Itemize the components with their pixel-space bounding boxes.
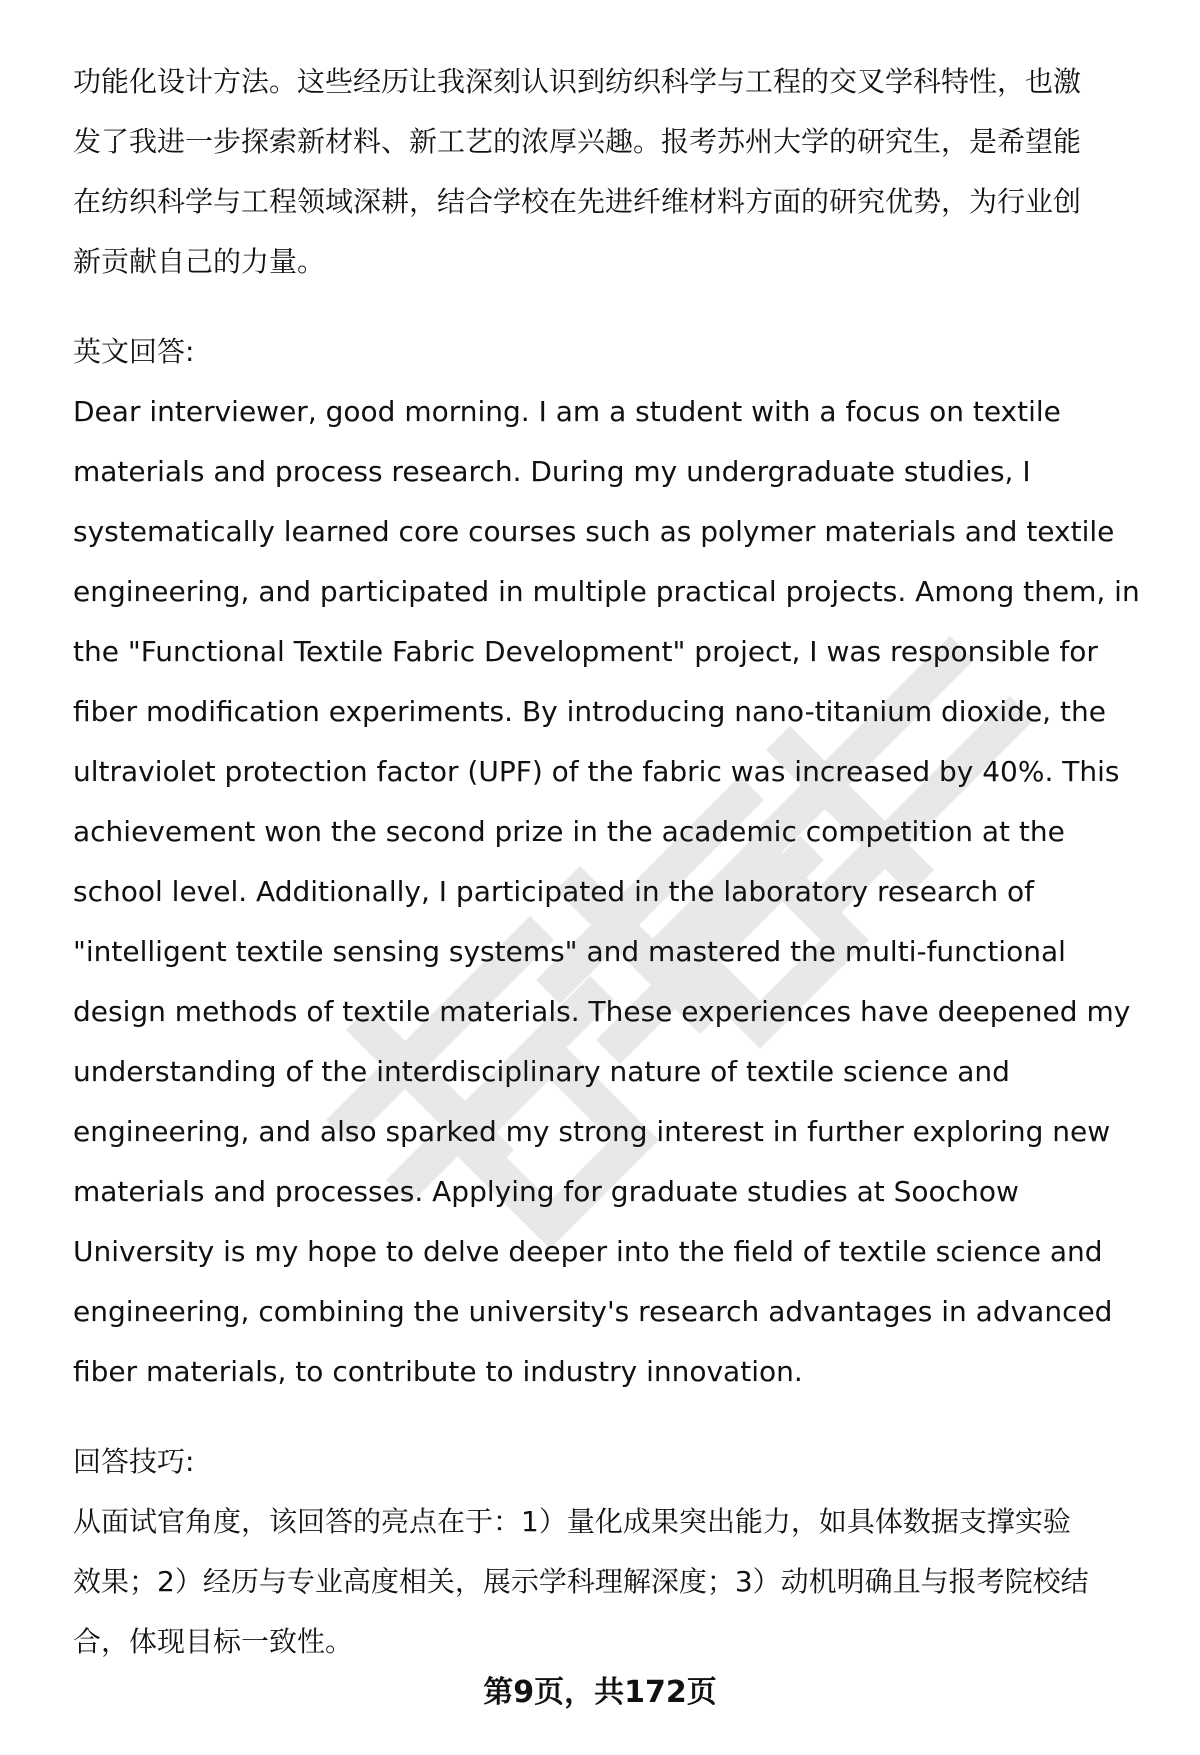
text-line: ultraviolet protection factor (UPF) of the fabric was increased by 40%. This [73, 755, 1120, 788]
page-number-footer: 第9页，共172页 [483, 1675, 717, 1710]
text-line: 合，体现目标一致性。 [73, 1625, 354, 1658]
text-line: 效果；2）经历与专业高度相关，展示学科理解深度；3）动机明确且与报考院校结 [73, 1565, 1089, 1598]
text-line: Dear interviewer, good morning. I am a student with a focus on textile [73, 395, 1061, 428]
text-line: 发了我进一步探索新材料、新工艺的浓厚兴趣。报考苏州大学的研究生，是希望能 [73, 125, 1082, 158]
answer-tips-heading: 回答技巧: [73, 1445, 195, 1478]
text-line: fiber modification experiments. By introducing nano-titanium dioxide, the [73, 695, 1106, 728]
text-line: school level. Additionally, I participated in the laboratory research of [73, 875, 1035, 908]
paragraph-gap [73, 292, 1153, 322]
text-line: 从面试官角度，该回答的亮点在于：1）量化成果突出能力，如具体数据支撑实验 [73, 1505, 1071, 1538]
text-line: materials and process research. During my undergraduate studies, I [73, 455, 1031, 488]
text-line: engineering, and participated in multiple practical projects. Among them, in [73, 575, 1140, 608]
answer-tips-paragraph [73, 1492, 1153, 1672]
text-line: design methods of textile materials. These experiences have deepened my [73, 995, 1131, 1028]
document-content [73, 52, 1153, 1672]
text-line: 新贡献自己的力量。 [73, 245, 326, 278]
text-line: engineering, combining the university's research advantages in advanced [73, 1295, 1113, 1328]
chinese-paragraph-continuation [73, 52, 1153, 292]
text-line: materials and processes. Applying for graduate studies at Soochow [73, 1175, 1019, 1208]
text-line: engineering, and also sparked my strong interest in further exploring new [73, 1115, 1111, 1148]
paragraph-gap [73, 1402, 1153, 1432]
text-line: understanding of the interdisciplinary nature of textile science and [73, 1055, 1010, 1088]
text-line: the "Functional Textile Fabric Development" project, I was responsible for [73, 635, 1098, 668]
text-line: University is my hope to delve deeper into the field of textile science and [73, 1235, 1103, 1268]
english-answer-heading: 英文回答: [73, 335, 195, 368]
text-line: fiber materials, to contribute to industry innovation. [73, 1355, 803, 1388]
english-answer-paragraph [73, 382, 1153, 1402]
text-line: 功能化设计方法。这些经历让我深刻认识到纺织科学与工程的交叉学科特性，也激 [73, 65, 1082, 98]
text-line: "intelligent textile sensing systems" and mastered the multi-functional [73, 935, 1066, 968]
text-line: achievement won the second prize in the academic competition at the [73, 815, 1065, 848]
text-line: 在纺织科学与工程领域深耕，结合学校在先进纤维材料方面的研究优势，为行业创 [73, 185, 1082, 218]
text-line: systematically learned core courses such as polymer materials and textile [73, 515, 1115, 548]
